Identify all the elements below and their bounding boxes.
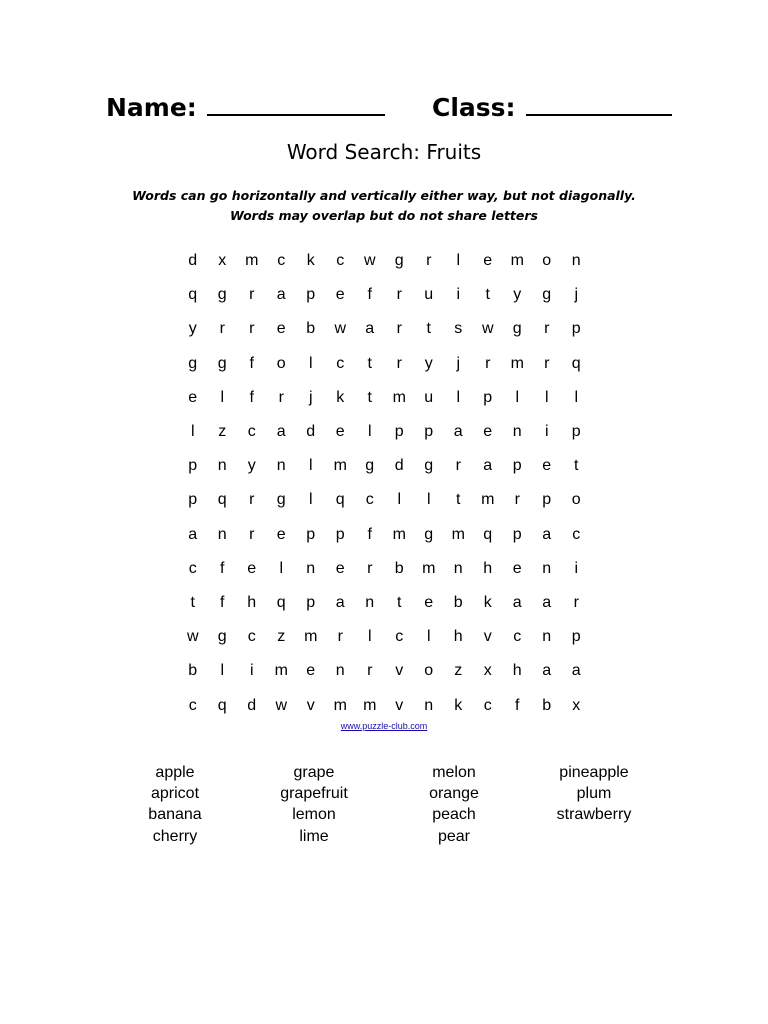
grid-cell: q xyxy=(188,286,198,304)
grid-cell: q xyxy=(483,525,493,543)
grid-cell: q xyxy=(276,593,286,611)
grid-cell: r xyxy=(219,320,225,338)
instructions xyxy=(0,186,768,226)
grid-cell: k xyxy=(483,593,492,611)
grid-cell: a xyxy=(335,593,345,611)
grid-cell: i xyxy=(574,559,579,577)
grid-cell: m xyxy=(392,525,406,543)
grid-cell: y xyxy=(188,320,197,338)
grid-cell: t xyxy=(397,593,402,611)
credit-link[interactable]: www.puzzle-club.com xyxy=(340,721,428,731)
grid-cell: a xyxy=(276,286,286,304)
grid-cell: f xyxy=(367,525,372,543)
grid-row xyxy=(178,552,591,586)
grid-cell: i xyxy=(456,286,461,304)
grid-cell: o xyxy=(424,662,434,680)
grid-cell: w xyxy=(334,320,347,338)
name-label: Name: xyxy=(106,93,197,122)
grid-cell: n xyxy=(542,559,552,577)
word-list-item: apple xyxy=(155,764,195,781)
header xyxy=(106,90,686,130)
grid-cell: m xyxy=(451,525,465,543)
grid-cell: n xyxy=(571,252,581,270)
grid-cell: t xyxy=(367,354,372,372)
grid-cell: p xyxy=(512,525,522,543)
grid-cell: l xyxy=(544,388,549,406)
instruction-line: Words can go horizontally and vertically either way, but not diagonally. xyxy=(132,188,636,203)
grid-cell: d xyxy=(188,252,198,270)
grid-cell: b xyxy=(394,559,404,577)
grid-cell: l xyxy=(456,252,461,270)
grid-cell: r xyxy=(367,559,373,577)
grid-row xyxy=(178,688,591,722)
grid-cell: t xyxy=(190,593,195,611)
grid-cell: k xyxy=(454,696,463,714)
grid-cell: p xyxy=(512,457,522,475)
grid-cell: g xyxy=(188,354,198,372)
grid-cell: n xyxy=(512,423,522,441)
grid-cell: p xyxy=(188,457,198,475)
grid-cell: q xyxy=(217,491,227,509)
grid-cell: g xyxy=(217,286,227,304)
grid-cell: w xyxy=(363,252,376,270)
grid-cell: j xyxy=(456,354,461,372)
grid-cell: n xyxy=(365,593,375,611)
grid-cell: m xyxy=(510,252,524,270)
grid-cell: e xyxy=(335,559,345,577)
grid-cell: v xyxy=(395,662,404,680)
grid-cell: r xyxy=(337,628,343,646)
grid-cell: c xyxy=(247,628,256,646)
grid-cell: q xyxy=(335,491,345,509)
word-list-item: grapefruit xyxy=(280,785,348,803)
grid-cell: d xyxy=(306,423,316,441)
grid-cell: n xyxy=(217,457,227,475)
grid-cell: c xyxy=(572,525,581,543)
grid-cell: m xyxy=(245,252,259,270)
grid-cell: o xyxy=(542,252,552,270)
grid-cell: c xyxy=(395,628,404,646)
grid-cell: v xyxy=(395,696,404,714)
page-title: Word Search: Fruits xyxy=(286,140,482,164)
grid-cell: l xyxy=(220,662,225,680)
grid-cell: l xyxy=(515,388,520,406)
grid-cell: f xyxy=(220,559,225,577)
grid-cell: m xyxy=(304,628,318,646)
grid-cell: k xyxy=(306,252,315,270)
grid-cell: t xyxy=(426,320,431,338)
grid-cell: f xyxy=(249,388,254,406)
grid-cell: n xyxy=(217,525,227,543)
grid-cell: r xyxy=(249,286,255,304)
grid-cell: p xyxy=(335,525,345,543)
grid-cell: a xyxy=(276,423,286,441)
word-list-item: melon xyxy=(432,764,476,781)
grid-cell: p xyxy=(571,628,581,646)
grid-cell: j xyxy=(574,286,579,304)
letter-grid xyxy=(178,244,591,723)
grid-cell: a xyxy=(453,423,463,441)
grid-cell: f xyxy=(515,696,520,714)
grid-cell: r xyxy=(278,388,284,406)
grid-cell: c xyxy=(188,696,197,714)
grid-cell: r xyxy=(455,457,461,475)
grid-cell: e xyxy=(483,423,493,441)
word-list-item: apricot xyxy=(150,785,200,803)
grid-cell: v xyxy=(483,628,492,646)
grid-cell: h xyxy=(453,628,463,646)
grid-cell: x xyxy=(572,696,581,714)
grid-cell: a xyxy=(483,457,493,475)
grid-cell: b xyxy=(306,320,316,338)
grid-cell: p xyxy=(306,286,316,304)
grid-cell: c xyxy=(483,696,492,714)
grid-cell: m xyxy=(510,354,524,372)
name-blank xyxy=(207,90,385,116)
grid-cell: r xyxy=(573,593,579,611)
grid-row xyxy=(178,415,591,449)
grid-cell: t xyxy=(485,286,490,304)
grid-row xyxy=(178,278,591,312)
grid-row xyxy=(178,347,591,381)
grid-cell: r xyxy=(544,320,550,338)
instruction-line: Words may overlap but do not share letters xyxy=(229,208,538,223)
grid-cell: l xyxy=(397,491,402,509)
grid-cell: e xyxy=(306,662,316,680)
grid-cell: j xyxy=(308,388,313,406)
grid-cell: u xyxy=(424,388,434,406)
grid-cell: v xyxy=(306,696,315,714)
grid-cell: e xyxy=(542,457,552,475)
word-column xyxy=(379,762,529,847)
grid-row xyxy=(178,518,591,552)
word-list-item: banana xyxy=(148,806,202,824)
grid-cell: e xyxy=(276,525,286,543)
grid-cell: e xyxy=(276,320,286,338)
grid-cell: y xyxy=(247,457,256,475)
grid-cell: f xyxy=(249,354,254,372)
word-list-item: orange xyxy=(429,785,479,803)
grid-cell: q xyxy=(217,696,227,714)
grid-cell: l xyxy=(426,628,431,646)
grid-cell: g xyxy=(217,628,227,646)
word-list-item: lemon xyxy=(292,806,336,824)
grid-cell: c xyxy=(336,354,345,372)
grid-cell: x xyxy=(218,252,227,270)
grid-cell: c xyxy=(188,559,197,577)
word-list-item: peach xyxy=(432,806,476,824)
grid-cell: g xyxy=(542,286,552,304)
grid-cell: z xyxy=(277,628,286,646)
grid-cell: e xyxy=(512,559,522,577)
grid-cell: p xyxy=(306,593,316,611)
grid-cell: r xyxy=(249,320,255,338)
grid-cell: y xyxy=(513,286,522,304)
grid-cell: z xyxy=(454,662,463,680)
word-column xyxy=(239,762,389,847)
grid-cell: g xyxy=(512,320,522,338)
grid-cell: g xyxy=(424,525,434,543)
grid-cell: p xyxy=(571,423,581,441)
grid-row xyxy=(178,449,591,483)
grid-cell: l xyxy=(574,388,579,406)
grid-cell: r xyxy=(544,354,550,372)
word-column xyxy=(519,762,669,826)
grid-cell: d xyxy=(394,457,404,475)
grid-cell: p xyxy=(188,491,198,509)
grid-cell: g xyxy=(424,457,434,475)
word-list-item: lime xyxy=(299,827,329,845)
grid-cell: r xyxy=(514,491,520,509)
grid-cell: l xyxy=(190,423,195,441)
grid-cell: g xyxy=(365,457,375,475)
grid-cell: r xyxy=(249,491,255,509)
grid-cell: c xyxy=(513,628,522,646)
grid-cell: l xyxy=(308,457,313,475)
grid-cell: g xyxy=(276,491,286,509)
grid-cell: e xyxy=(483,252,493,270)
grid-cell: x xyxy=(483,662,492,680)
grid-cell: s xyxy=(454,320,463,338)
grid-cell: c xyxy=(336,252,345,270)
grid-cell: f xyxy=(367,286,372,304)
grid-cell: p xyxy=(306,525,316,543)
grid-cell: e xyxy=(335,286,345,304)
grid-cell: r xyxy=(426,252,432,270)
grid-cell: h xyxy=(247,593,257,611)
grid-cell: g xyxy=(217,354,227,372)
grid-cell: m xyxy=(333,696,347,714)
word-column xyxy=(100,762,250,847)
grid-row xyxy=(178,381,591,415)
grid-cell: a xyxy=(542,525,552,543)
grid-cell: m xyxy=(422,559,436,577)
grid-cell: m xyxy=(333,457,347,475)
grid-cell: p xyxy=(571,320,581,338)
grid-cell: f xyxy=(220,593,225,611)
grid-cell: n xyxy=(306,559,316,577)
word-list-item: pineapple xyxy=(559,764,629,781)
grid-cell: c xyxy=(247,423,256,441)
grid-cell: d xyxy=(247,696,257,714)
grid-cell: g xyxy=(394,252,404,270)
grid-cell: l xyxy=(367,628,372,646)
grid-cell: l xyxy=(367,423,372,441)
grid-cell: c xyxy=(365,491,374,509)
word-list-item: plum xyxy=(576,785,612,803)
grid-cell: l xyxy=(456,388,461,406)
grid-cell: w xyxy=(186,628,199,646)
grid-cell: l xyxy=(279,559,284,577)
grid-row xyxy=(178,654,591,688)
grid-cell: p xyxy=(542,491,552,509)
name-field xyxy=(106,90,385,122)
grid-cell: m xyxy=(363,696,377,714)
grid-cell: n xyxy=(335,662,345,680)
grid-cell: h xyxy=(512,662,522,680)
grid-cell: p xyxy=(394,423,404,441)
grid-cell: a xyxy=(571,662,581,680)
grid-cell: r xyxy=(249,525,255,543)
grid-cell: b xyxy=(542,696,552,714)
grid-cell: n xyxy=(453,559,463,577)
grid-cell: a xyxy=(512,593,522,611)
grid-cell: a xyxy=(542,662,552,680)
grid-row xyxy=(178,312,591,346)
word-list-item: grape xyxy=(293,764,335,781)
grid-cell: n xyxy=(542,628,552,646)
grid-cell: r xyxy=(396,286,402,304)
grid-cell: z xyxy=(218,423,227,441)
word-list-item: cherry xyxy=(152,827,198,845)
grid-cell: r xyxy=(396,354,402,372)
grid-cell: b xyxy=(188,662,198,680)
word-list-item: pear xyxy=(437,827,471,845)
grid-cell: i xyxy=(544,423,549,441)
class-blank xyxy=(526,90,672,116)
grid-row xyxy=(178,244,591,278)
grid-cell: i xyxy=(249,662,254,680)
grid-cell: y xyxy=(424,354,433,372)
grid-cell: a xyxy=(542,593,552,611)
grid-cell: a xyxy=(188,525,198,543)
grid-cell: u xyxy=(424,286,434,304)
word-list-item: strawberry xyxy=(556,806,632,824)
class-field xyxy=(432,90,672,122)
grid-cell: q xyxy=(571,354,581,372)
grid-cell: w xyxy=(275,696,288,714)
grid-cell: t xyxy=(367,388,372,406)
grid-cell: h xyxy=(483,559,493,577)
grid-cell: l xyxy=(308,354,313,372)
grid-cell: m xyxy=(392,388,406,406)
grid-cell: b xyxy=(453,593,463,611)
grid-cell: r xyxy=(396,320,402,338)
grid-cell: r xyxy=(485,354,491,372)
grid-cell: n xyxy=(276,457,286,475)
grid-row xyxy=(178,620,591,654)
word-list xyxy=(0,762,768,852)
class-label: Class: xyxy=(432,93,516,122)
grid-cell: p xyxy=(483,388,493,406)
grid-cell: e xyxy=(424,593,434,611)
grid-cell: e xyxy=(247,559,257,577)
grid-row xyxy=(178,586,591,620)
grid-cell: r xyxy=(367,662,373,680)
grid-cell: l xyxy=(220,388,225,406)
grid-cell: w xyxy=(481,320,494,338)
grid-cell: l xyxy=(308,491,313,509)
grid-cell: a xyxy=(365,320,375,338)
grid-cell: m xyxy=(481,491,495,509)
grid-cell: o xyxy=(571,491,581,509)
grid-cell: t xyxy=(456,491,461,509)
grid-cell: t xyxy=(574,457,579,475)
grid-cell: c xyxy=(277,252,286,270)
grid-cell: n xyxy=(424,696,434,714)
grid-cell: m xyxy=(274,662,288,680)
grid-cell: l xyxy=(426,491,431,509)
grid-cell: k xyxy=(336,388,345,406)
grid-cell: o xyxy=(276,354,286,372)
grid-cell: p xyxy=(424,423,434,441)
grid-row xyxy=(178,483,591,517)
grid-cell: e xyxy=(335,423,345,441)
grid-cell: e xyxy=(188,388,198,406)
